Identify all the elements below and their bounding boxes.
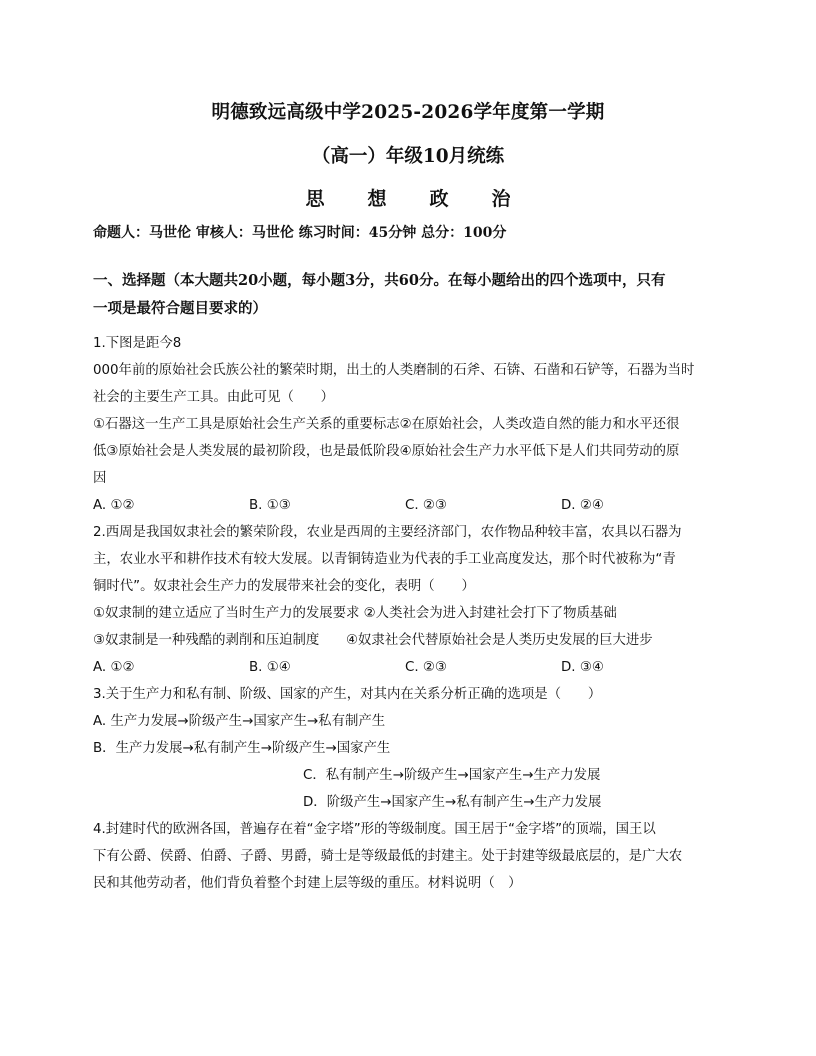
- q3-option-b: B．生产力发展→私有制产生→阶级产生→国家产生: [93, 741, 391, 756]
- q3-stem: 3.关于生产力和私有制、阶级、国家的产生，对其内在关系分析正确的选项是（ ）: [93, 687, 602, 702]
- subject-title: [0, 184, 816, 211]
- school-title: 明德致远高级中学2025-2026学年度第一学期: [211, 102, 605, 123]
- q2-line: ③奴隶制是一种残酷的剥削和压迫制度 ④奴隶社会代替原始社会是人类历史发展的巨大进步: [93, 633, 653, 648]
- q1-line: 因: [93, 471, 107, 486]
- q2-line: 2.西周是我国奴隶社会的繁荣阶段，农业是西周的主要经济部门，农作物品种较丰富，农具以石器为: [93, 525, 682, 540]
- q1-line: 社会的主要生产工具。由此可见（ ）: [93, 390, 335, 405]
- q3-option-d: D．阶级产生→国家产生→私有制产生→生产力发展: [303, 795, 602, 810]
- q2-line: ①奴隶制的建立适应了当时生产力的发展要求 ②人类社会为进入封建社会打下了物质基础: [93, 606, 617, 621]
- q2-option-a: A. ①②: [93, 660, 135, 675]
- q2-line: 铜时代”。奴隶社会生产力的发展带来社会的变化，表明（ ）: [93, 579, 475, 594]
- subject-char: 思: [305, 188, 325, 210]
- q2-option-d: D. ③④: [561, 660, 604, 675]
- q2-option-b: B. ①④: [249, 660, 291, 675]
- q1-line: 1.下图是距今8: [93, 336, 182, 351]
- q3-option-a: A. 生产力发展→阶级产生→国家产生→私有制产生: [93, 714, 386, 729]
- q1-option-a: A. ①②: [93, 498, 135, 513]
- section-heading: [93, 267, 723, 323]
- q3-option-c: C．私有制产生→阶级产生→国家产生→生产力发展: [303, 768, 601, 783]
- q1-line: 低③原始社会是人类发展的最初阶段，也是最低阶段④原始社会生产力水平低下是人们共同劳动的原: [93, 444, 680, 459]
- subject-char: 政: [429, 188, 449, 210]
- section-heading-line: 一项是最符合题目要求的）: [93, 300, 267, 317]
- subject-char: 治: [491, 188, 511, 210]
- q4-line: 民和其他劳动者，他们背负着整个封建上层等级的重压。材料说明（ ）: [93, 876, 522, 891]
- section-heading-line: 一、选择题（本大题共20小题，每小题3分，共60分。在每小题给出的四个选项中，只有: [93, 272, 666, 289]
- subject-char: 想: [367, 188, 387, 210]
- exam-meta: 命题人：马世伦 审核人：马世伦 练习时间：45分钟 总分：100分: [93, 225, 507, 241]
- question-body: [93, 330, 723, 897]
- exam-title: （高一）年级10月统练: [311, 146, 505, 167]
- q1-option-b: B. ①③: [249, 498, 291, 513]
- q2-line: 主，农业水平和耕作技术有较大发展。以青铜铸造业为代表的手工业高度发达，那个时代被称为“青: [93, 552, 676, 567]
- q1-options: [93, 492, 723, 519]
- q1-line: ①石器这一生产工具是原始社会生产关系的重要标志②在原始社会，人类改造自然的能力和水平还很: [93, 417, 680, 432]
- q1-option-d: D. ②④: [561, 498, 604, 513]
- q1-option-c: C. ②③: [405, 498, 447, 513]
- q1-line: 000年前的原始社会氏族公社的繁荣时期，出土的人类磨制的石斧、石锛、石凿和石铲等，石器为当时: [93, 363, 695, 378]
- q4-line: 下有公爵、侯爵、伯爵、子爵、男爵，骑士是等级最低的封建主。处于封建等级最底层的，是广大农: [93, 849, 683, 864]
- q2-options: [93, 654, 723, 681]
- q2-option-c: C. ②③: [405, 660, 447, 675]
- q4-line: 4.封建时代的欧洲各国，普遍存在着“金字塔”形的等级制度。国王居于“金字塔”的顶端，国王以: [93, 822, 656, 837]
